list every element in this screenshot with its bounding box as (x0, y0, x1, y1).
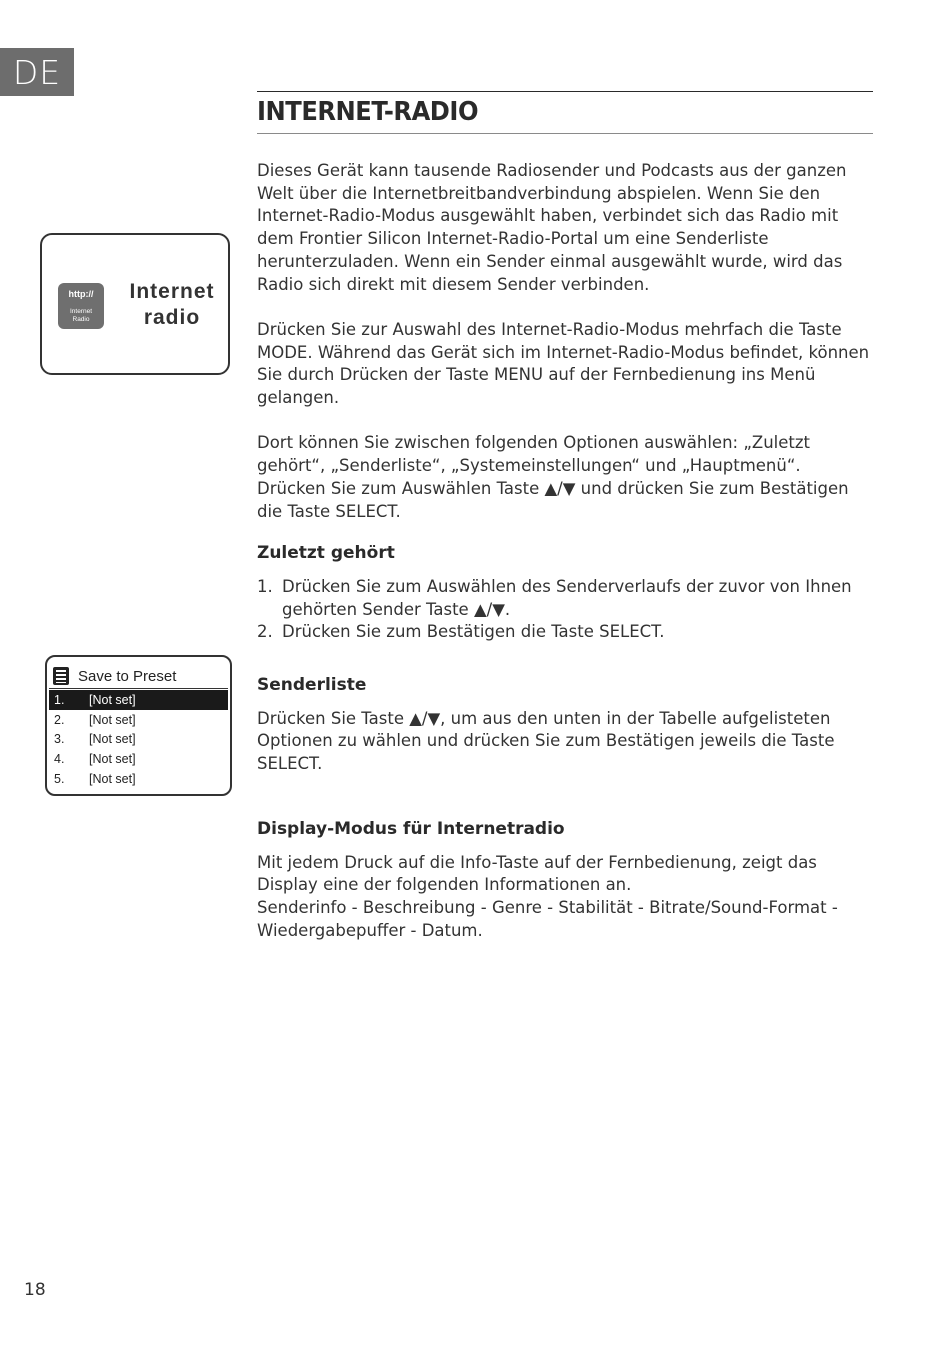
list-item (257, 576, 877, 621)
save-to-preset-display (45, 655, 232, 796)
heading-display-mode: Display-Modus für Internetradio (257, 818, 565, 839)
display-mode-info-list: Senderinfo - Beschreibung - Genre - Stabilität - Bitrate/Sound-Format - Wiedergabepuffer - Datum. (257, 897, 838, 940)
icon-caption-line2: Radio (72, 316, 90, 323)
list-icon (53, 667, 69, 685)
preset-number: 1. (54, 692, 65, 707)
step-number: 2. (257, 622, 273, 642)
internet-radio-label (124, 279, 220, 331)
title-bottom-rule (257, 133, 873, 134)
mode-paragraph: Drücken Sie zur Auswahl des Internet-Radio-Modus mehrfach die Taste MODE. Während das Gerät sich im Internet-Radio-Modus befindet, können Sie durch Drücken der Taste MENU auf der Fernbedienung ins Menü gelangen. (257, 319, 870, 408)
internet-radio-icon (58, 283, 104, 329)
preset-number: 4. (54, 752, 65, 767)
display-mode-paragraph: Mit jedem Druck auf die Info-Taste auf der Fernbedienung, zeigt das Display eine der folgenden Informationen an. (257, 852, 817, 895)
preset-header (53, 665, 228, 687)
preset-divider (49, 688, 228, 689)
list-item (257, 621, 877, 644)
last-heard-steps (257, 576, 877, 644)
preset-label: [Not set] (89, 732, 136, 747)
step-text: Drücken Sie zum Auswählen des Senderverlaufs der zuvor von Ihnen gehörten Sender Taste ▲/▼. (282, 576, 852, 619)
main-text-column (257, 160, 877, 942)
page-number: 18 (24, 1280, 46, 1300)
preset-item-3[interactable] (49, 730, 228, 750)
label-line2: radio (143, 306, 201, 329)
preset-item-1[interactable] (49, 690, 228, 710)
heading-last-heard: Zuletzt gehört (257, 543, 395, 564)
step-number: 1. (257, 576, 273, 596)
preset-number: 2. (54, 712, 65, 727)
preset-item-2[interactable] (49, 710, 228, 730)
preset-number: 3. (54, 732, 65, 747)
preset-label: [Not set] (89, 772, 136, 787)
language-tab: DE (0, 48, 74, 96)
station-list-paragraph: Drücken Sie Taste ▲/▼, um aus den unten in der Tabelle aufgelisteten Optionen zu wählen und drücken Sie zum Bestätigen jeweils die Taste SELECT. (257, 708, 835, 774)
internet-radio-illustration (40, 233, 230, 375)
preset-item-4[interactable] (49, 749, 228, 769)
options-paragraph: Dort können Sie zwischen folgenden Optionen auswählen: „Zuletzt gehört“, „Senderliste“, „Systemeinstellungen“ und „Hauptmenü“. (257, 433, 810, 476)
title-top-rule (257, 91, 873, 92)
icon-http-text: http:// (68, 289, 94, 299)
label-line1: Internet (129, 280, 215, 303)
preset-title: Save to Preset (78, 667, 177, 685)
preset-label: [Not set] (89, 712, 136, 727)
preset-item-5[interactable] (49, 769, 228, 789)
intro-paragraph: Dieses Gerät kann tausende Radiosender und Podcasts aus der ganzen Welt über die Internetbreitbandverbindung abspielen. Wenn Sie den Internet-Radio-Modus ausgewählt haben, verbindet sich das Radio mit dem Frontier Silicon Internet-Radio-Portal um eine Senderliste herunterzuladen. Wenn ein Sender einmal ausgewählt wurde, wird das Radio sich direkt mit diesem Sender verbinden. (257, 161, 847, 294)
step-text: Drücken Sie zum Bestätigen die Taste SELECT. (282, 622, 665, 642)
icon-caption (58, 308, 104, 324)
preset-number: 5. (54, 772, 65, 787)
preset-label: [Not set] (89, 752, 136, 767)
icon-caption-line1: Internet (69, 308, 93, 315)
preset-label: [Not set] (89, 692, 136, 707)
heading-station-list: Senderliste (257, 675, 367, 696)
select-instruction: Drücken Sie zum Auswählen Taste ▲/▼ und drücken Sie zum Bestätigen die Taste SELECT. (257, 478, 849, 521)
preset-list (49, 690, 228, 789)
page-title: INTERNET-RADIO (257, 97, 479, 127)
